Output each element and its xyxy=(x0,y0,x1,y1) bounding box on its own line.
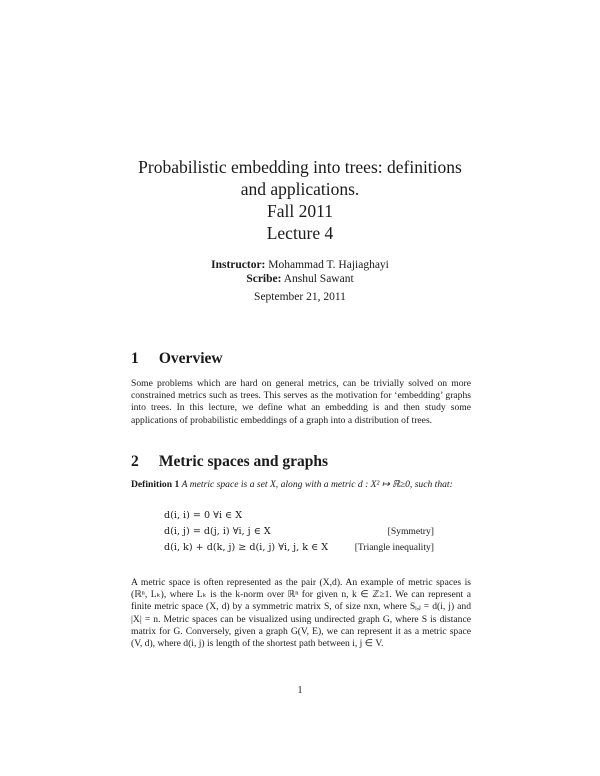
equation-symmetry: d(i, j) = d(j, i) ∀i, j ∈ X xyxy=(164,526,271,537)
metric-axioms xyxy=(164,508,434,556)
definition-label: Definition 1 xyxy=(131,479,180,490)
page-number: 1 xyxy=(297,685,303,696)
document-date: September 21, 2011 xyxy=(254,291,346,303)
byline xyxy=(100,258,500,286)
section-1-heading xyxy=(131,350,223,368)
equation-tag: [Symmetry] xyxy=(387,526,434,537)
instructor-name: Mohammad T. Hajiaghayi xyxy=(268,259,389,271)
section-2-heading xyxy=(131,453,328,471)
instructor-label: Instructor: xyxy=(211,259,266,271)
section-1-number: 1 xyxy=(131,350,139,367)
section-1-paragraph: Some problems which are hard on general metrics, can be trivially solved on more constrained metrics such as trees. This serves as the motivation for ‘embedding’ graphs into trees. In this lecture, we define what an embedding is and then study some applications of probabilistic embeddings of a graph into a distribution of trees. xyxy=(131,378,471,426)
equation-tag: [Triangle inequality] xyxy=(354,542,434,553)
section-2-number: 2 xyxy=(131,453,139,470)
equation-row xyxy=(164,524,434,540)
equation-triangle: d(i, k) + d(k, j) ≥ d(i, j) ∀i, j, k ∈ X xyxy=(164,542,329,553)
title-line-3: Fall 2011 xyxy=(267,201,333,221)
definition-1 xyxy=(131,479,471,491)
definition-text: A metric space is a set X, along with a metric d : X² ↦ ℝ≥0, such that: xyxy=(181,479,453,490)
equation-row xyxy=(164,508,434,524)
section-2-title: Metric spaces and graphs xyxy=(158,453,329,470)
equation-row xyxy=(164,540,434,556)
scribe-line xyxy=(100,272,500,286)
title-line-2: and applications. xyxy=(240,179,360,199)
scribe-label: Scribe: xyxy=(246,273,282,285)
title-line-4: Lecture 4 xyxy=(266,223,334,243)
document-title xyxy=(100,156,500,244)
title-line-1: Probabilistic embedding into trees: definitions xyxy=(138,157,462,177)
section-1-title: Overview xyxy=(158,350,223,367)
section-2-paragraph: A metric space is often represented as the pair (X,d). An example of metric spaces is (ℝⁿ, Lₖ), where Lₖ is the k-norm over ℝⁿ for given n, k ∈ ℤ≥1. We can represent a finite metric space (X, d) by a symmetric matrix S, of size nxn, where Sᵢ,ⱼ = d(i, j) and |X| = n. Metric spaces can be visualized using undirected graph G, where S is distance matrix for G. Conversely, given a graph G(V, E), we can represent it as a metric space (V, d), where d(i, j) is length of the shortest path between i, j ∈ V. xyxy=(131,577,471,650)
equation-identity: d(i, i) = 0 ∀i ∈ X xyxy=(164,510,243,521)
scribe-name: Anshul Sawant xyxy=(283,273,354,285)
instructor-line xyxy=(100,258,500,272)
